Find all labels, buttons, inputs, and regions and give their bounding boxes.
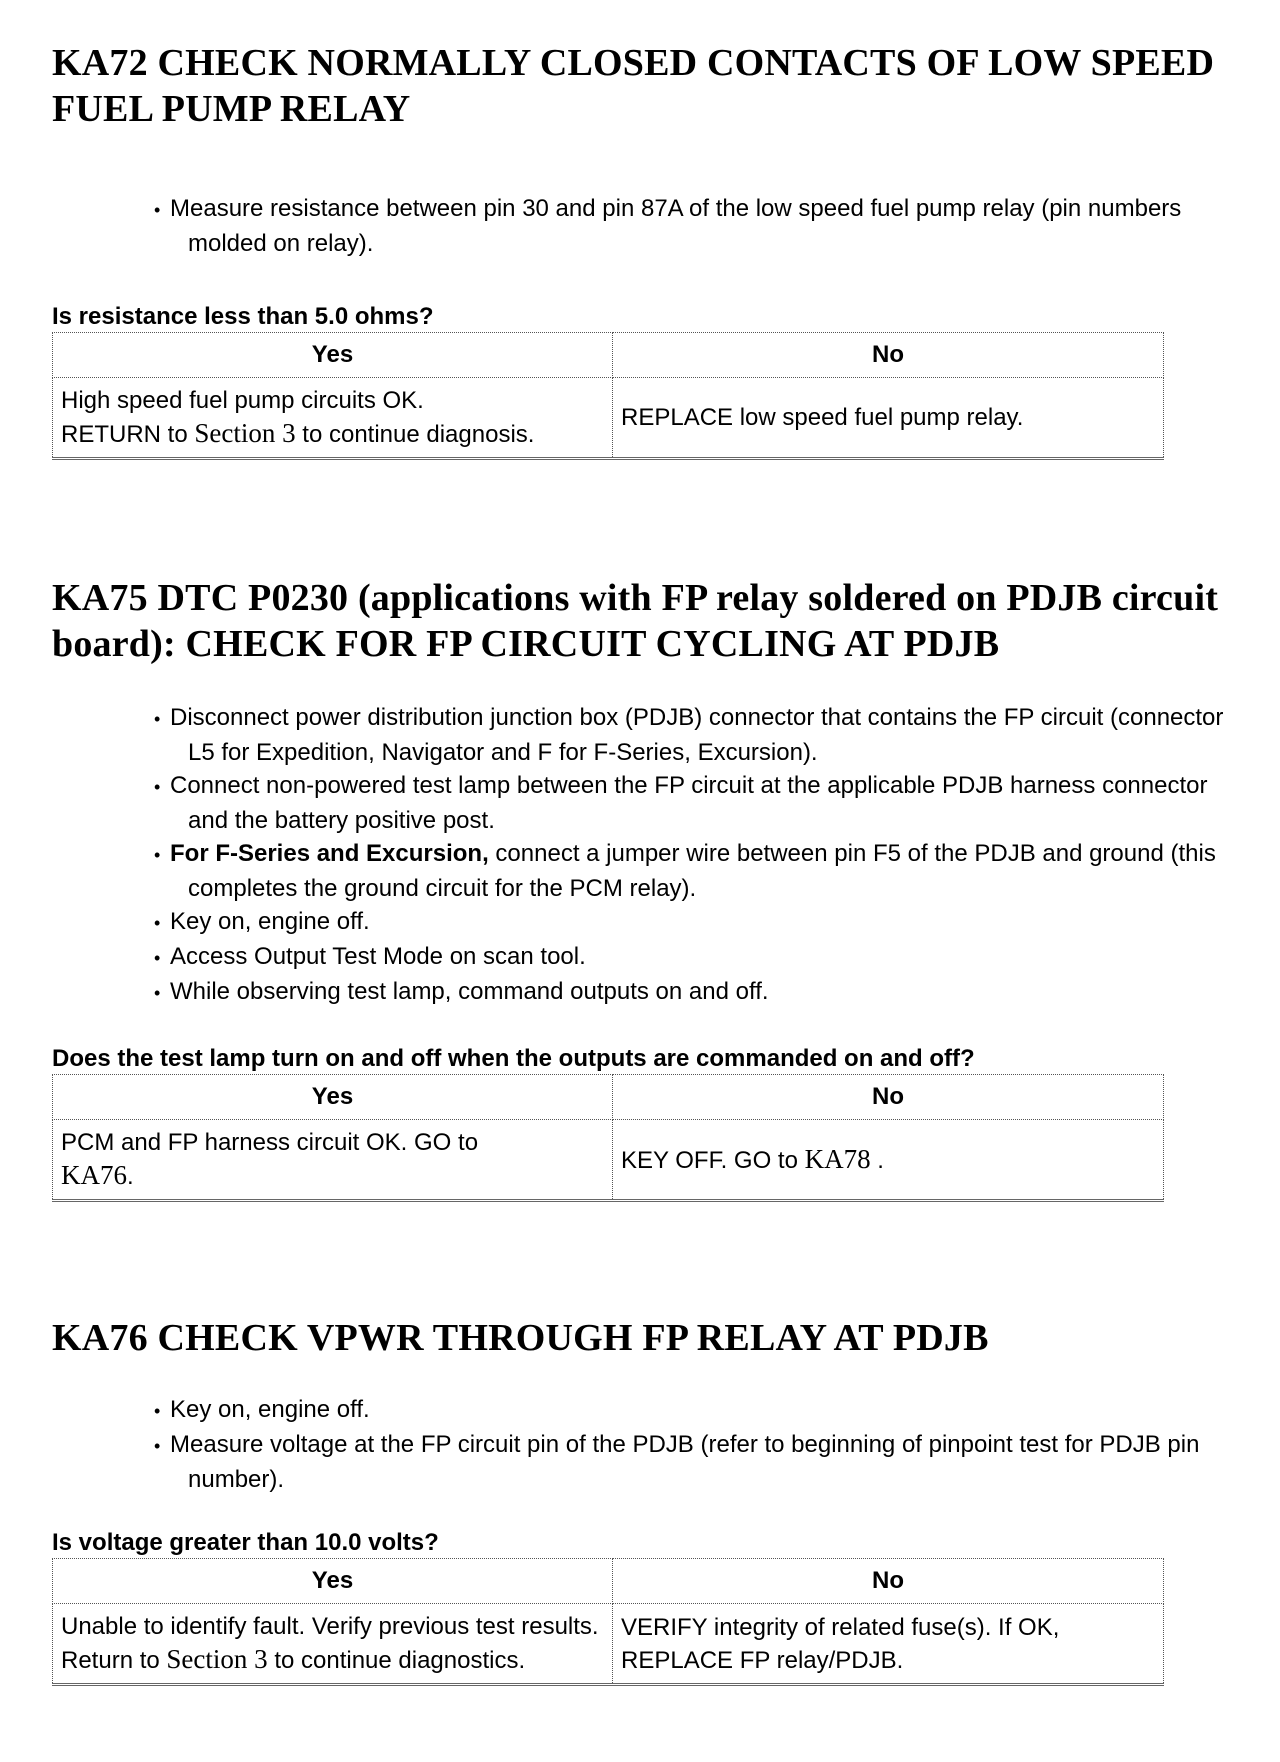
section-title: KA76 CHECK VPWR THROUGH FP RELAY AT PDJB xyxy=(52,1317,989,1359)
ka78-link[interactable]: KA78 xyxy=(804,1143,871,1174)
section-link[interactable]: Section 3 xyxy=(194,418,296,448)
yes-header: Yes xyxy=(53,333,613,378)
bullet-icon: • xyxy=(154,709,161,729)
section-ka76 xyxy=(52,1315,1242,1686)
no-header: No xyxy=(613,1559,1164,1604)
section-ka72 xyxy=(52,40,1242,460)
result-table xyxy=(52,1074,1164,1202)
bullet-icon: • xyxy=(154,1401,161,1421)
step-item: • Measure voltage at the FP circuit pin of the PDJB (refer to beginning of pinpoint test for PDJB pin number). xyxy=(154,1431,1200,1493)
bullet-icon: • xyxy=(154,948,161,968)
yes-header: Yes xyxy=(53,1559,613,1604)
ka76-link[interactable]: KA76 xyxy=(61,1160,127,1190)
step-item: • Key on, engine off. xyxy=(138,1393,1242,1428)
bullet-icon: • xyxy=(154,845,161,865)
no-header: No xyxy=(613,1075,1164,1120)
no-cell: REPLACE low speed fuel pump relay. xyxy=(613,378,1164,459)
section-ka75 xyxy=(52,575,1242,1202)
step-item: • Disconnect power distribution junction box (PDJB) connector that contains the FP circuit (connector L5 for Expedition, Navigator and F for F-Series, Excursion). xyxy=(154,704,1224,766)
step-list xyxy=(138,1393,1242,1496)
step-list xyxy=(138,701,1242,1010)
step-item: • Key on, engine off. xyxy=(138,905,1242,940)
no-header: No xyxy=(613,333,1164,378)
section-link[interactable]: Section 3 xyxy=(166,1644,268,1674)
section-title: KA75 DTC P0230 (applications with FP relay soldered on PDJB circuit board): CHECK FOR FP CIRCUIT CYCLING AT PDJB xyxy=(52,577,1219,665)
bullet-icon: • xyxy=(154,777,161,797)
question: Does the test lamp turn on and off when the outputs are commanded on and off? xyxy=(52,1045,975,1072)
bullet-icon: • xyxy=(154,200,161,220)
yes-cell: Unable to identify fault. Verify previous test results. Return to Section 3 to continue diagnostics. xyxy=(53,1604,613,1685)
step-item: • Connect non-powered test lamp between the FP circuit at the applicable PDJB harness connector and the battery positive post. xyxy=(154,772,1208,834)
no-cell: KEY OFF. GO to KA78 . xyxy=(613,1120,1164,1201)
bullet-icon: • xyxy=(154,1436,161,1456)
yes-header: Yes xyxy=(53,1075,613,1120)
step-list xyxy=(138,192,1242,260)
step-item: • Measure resistance between pin 30 and pin 87A of the low speed fuel pump relay (pin numbers molded on relay). xyxy=(154,195,1182,257)
result-table xyxy=(52,332,1164,460)
yes-cell: PCM and FP harness circuit OK. GO to KA76. xyxy=(53,1120,613,1201)
bullet-icon: • xyxy=(154,983,161,1003)
result-table xyxy=(52,1558,1164,1686)
section-title: KA72 CHECK NORMALLY CLOSED CONTACTS OF LOW SPEED FUEL PUMP RELAY xyxy=(52,42,1215,130)
step-item: • While observing test lamp, command outputs on and off. xyxy=(138,975,1242,1010)
step-item: • Access Output Test Mode on scan tool. xyxy=(138,940,1242,975)
bullet-icon: • xyxy=(154,913,161,933)
question: Is voltage greater than 10.0 volts? xyxy=(52,1529,439,1556)
question: Is resistance less than 5.0 ohms? xyxy=(52,303,434,330)
no-cell: VERIFY integrity of related fuse(s). If OK, REPLACE FP relay/PDJB. xyxy=(613,1604,1164,1685)
yes-cell: High speed fuel pump circuits OK. RETURN to Section 3 to continue diagnosis. xyxy=(53,378,613,459)
step-item: • For F-Series and Excursion, connect a jumper wire between pin F5 of the PDJB and ground (this completes the ground circuit for the PCM relay). xyxy=(154,840,1216,902)
